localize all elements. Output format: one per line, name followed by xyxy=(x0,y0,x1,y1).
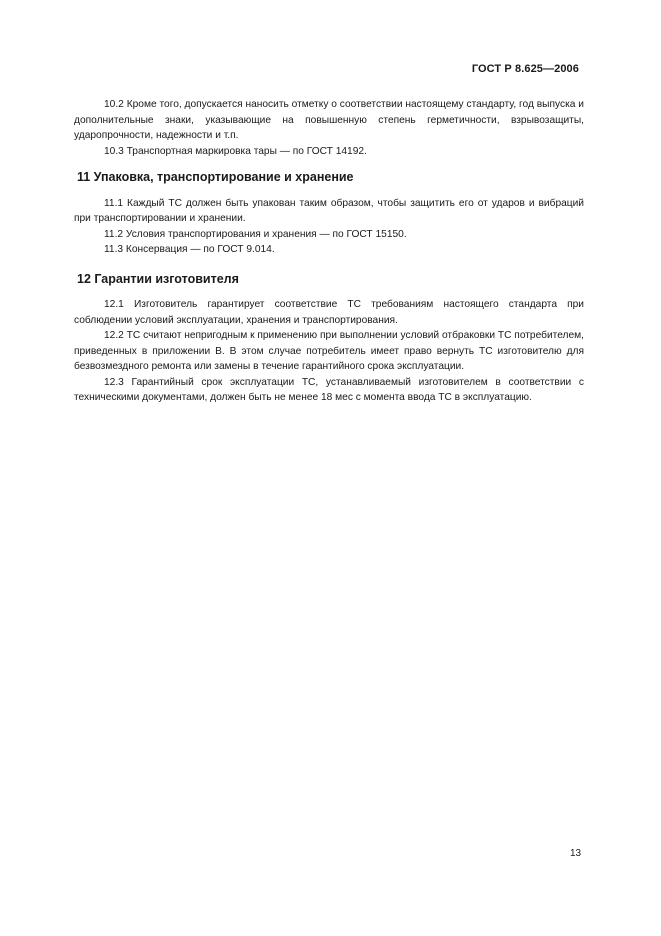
section-12-heading: 12 Гарантии изготовителя xyxy=(77,271,239,286)
paragraph-12-1: 12.1 Изготовитель гарантирует соответствие ТС требованиям настоящего стандарта при соблюдении условий эксплуатации, хранения и транспортирования. xyxy=(74,299,584,326)
document-body xyxy=(74,97,584,406)
paragraph-10-3: 10.3 Транспортная маркировка тары — по ГОСТ 14192. xyxy=(104,145,367,157)
section-11-heading: 11 Упаковка, транспортирование и хранение xyxy=(77,170,354,184)
paragraph-11-3: 11.3 Консервация — по ГОСТ 9.014. xyxy=(104,244,275,255)
paragraph-11-1: 11.1 Каждый ТС должен быть упакован таким образом, чтобы защитить его от ударов и вибраций при транспортировании и хранении. xyxy=(74,197,584,224)
paragraph-11-2: 11.2 Условия транспортирования и хранения — по ГОСТ 15150. xyxy=(104,228,407,240)
paragraph-10-2: 10.2 Кроме того, допускается наносить отметку о соответствии настоящему стандарту, год выпуска и дополнительные знаки, указывающие на повышенную степень герметичности, взрывозащиты, ударопрочности, надежности и т.п. xyxy=(74,99,584,141)
paragraph-12-2: 12.2 ТС считают непригодным к применению при выполнении условий отбраковки ТС потребителем, приведенных в приложении В. В этом случае потребитель имеет право вернуть ТС изготовителю для безвозмездного ремонта или замены в течение гарантийного срока эксплуатации. xyxy=(74,330,584,372)
page-number: 13 xyxy=(570,848,582,859)
paragraph-12-3: 12.3 Гарантийный срок эксплуатации ТС, устанавливаемый изготовителем в соответствии с техническими документами, должен быть не менее 18 мес с момента ввода ТС в эксплуатацию. xyxy=(74,376,584,403)
document-code-header: ГОСТ Р 8.625—2006 xyxy=(471,63,579,75)
